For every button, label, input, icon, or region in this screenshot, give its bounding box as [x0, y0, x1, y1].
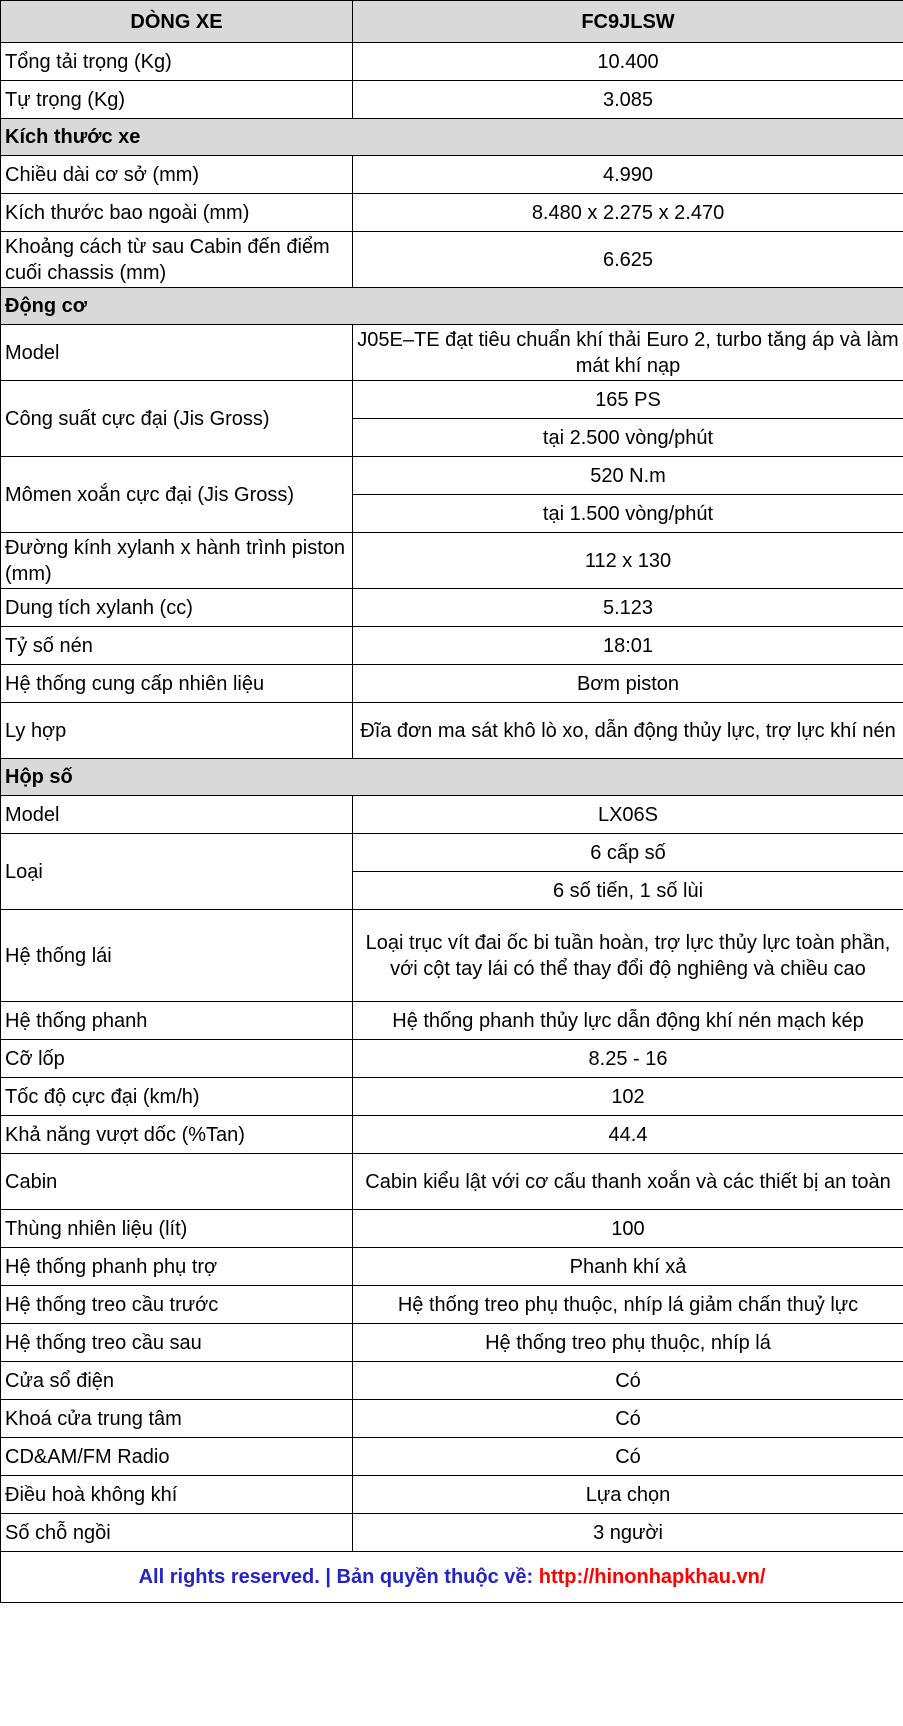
row-label: Đường kính xylanh x hành trình piston (mm): [1, 533, 353, 589]
copyright-text: All rights reserved. | Bản quyền thuộc về:: [138, 1566, 539, 1588]
table-row: [1, 232, 903, 288]
table-row: [1, 1154, 903, 1210]
row-label: Tổng tải trọng (Kg): [1, 43, 353, 81]
row-label: Dung tích xylanh (cc): [1, 589, 353, 627]
row-label: Kích thước bao ngoài (mm): [1, 194, 353, 232]
section-title: Hộp số: [1, 759, 903, 796]
row-label: Tự trọng (Kg): [1, 81, 353, 119]
row-label: Hệ thống phanh phụ trợ: [1, 1248, 353, 1286]
copyright-cell: [1, 1552, 903, 1603]
row-value: 8.480 x 2.275 x 2.470: [353, 194, 903, 232]
table-row: [1, 796, 903, 834]
row-value: Có: [353, 1400, 903, 1438]
table-row: [1, 1438, 903, 1476]
row-label: Model: [1, 796, 353, 834]
row-value: Phanh khí xả: [353, 1248, 903, 1286]
row-value: 112 x 130: [353, 533, 903, 589]
row-label: Khoá cửa trung tâm: [1, 1400, 353, 1438]
table-row: [1, 533, 903, 589]
row-value: 18:01: [353, 627, 903, 665]
row-value: 44.4: [353, 1116, 903, 1154]
table-row: [1, 834, 903, 872]
row-label: CD&AM/FM Radio: [1, 1438, 353, 1476]
table-row: [1, 156, 903, 194]
row-value: 520 N.m: [353, 457, 903, 495]
section-header: [1, 288, 903, 325]
row-value: tại 2.500 vòng/phút: [353, 419, 903, 457]
table-row: [1, 43, 903, 81]
row-value: 6 số tiến, 1 số lùi: [353, 872, 903, 910]
header-model-line: DÒNG XE: [1, 1, 353, 43]
row-label: Điều hoà không khí: [1, 1476, 353, 1514]
row-label: Ly hợp: [1, 703, 353, 759]
table-row: [1, 381, 903, 419]
row-value: LX06S: [353, 796, 903, 834]
row-value: J05E–TE đạt tiêu chuẩn khí thải Euro 2, turbo tăng áp và làm mát khí nạp: [353, 325, 903, 381]
row-label: Thùng nhiên liệu (lít): [1, 1210, 353, 1248]
table-row: [1, 325, 903, 381]
table-row: [1, 1116, 903, 1154]
row-label: Hệ thống treo cầu trước: [1, 1286, 353, 1324]
table-row: [1, 589, 903, 627]
header-model-code: FC9JLSW: [353, 1, 903, 43]
table-row: [1, 1324, 903, 1362]
row-label: Cỡ lốp: [1, 1040, 353, 1078]
table-row: [1, 1514, 903, 1552]
row-label: Chiều dài cơ sở (mm): [1, 156, 353, 194]
row-value: 102: [353, 1078, 903, 1116]
row-value: Loại trục vít đai ốc bi tuần hoàn, trợ lực thủy lực toàn phần, với cột tay lái có thể thay đổi độ nghiêng và chiều cao: [353, 910, 903, 1002]
table-row: [1, 1400, 903, 1438]
row-value: 6 cấp số: [353, 834, 903, 872]
table-row: [1, 1002, 903, 1040]
table-row: [1, 1210, 903, 1248]
row-value: 3 người: [353, 1514, 903, 1552]
table-row: [1, 627, 903, 665]
row-value: Đĩa đơn ma sát khô lò xo, dẫn động thủy lực, trợ lực khí nén: [353, 703, 903, 759]
table-row: [1, 703, 903, 759]
row-value: 6.625: [353, 232, 903, 288]
row-value: 165 PS: [353, 381, 903, 419]
row-label: Khả năng vượt dốc (%Tan): [1, 1116, 353, 1154]
row-label: Khoảng cách từ sau Cabin đến điểm cuối chassis (mm): [1, 232, 353, 288]
section-title: Kích thước xe: [1, 119, 903, 156]
row-value: Có: [353, 1362, 903, 1400]
row-value: 100: [353, 1210, 903, 1248]
row-value: 3.085: [353, 81, 903, 119]
row-value: Cabin kiểu lật với cơ cấu thanh xoắn và các thiết bị an toàn: [353, 1154, 903, 1210]
table-row: [1, 194, 903, 232]
table-row: [1, 457, 903, 495]
table-row: [1, 1476, 903, 1514]
row-label: Mômen xoắn cực đại (Jis Gross): [1, 457, 353, 533]
row-label: Hệ thống phanh: [1, 1002, 353, 1040]
row-value: Bơm piston: [353, 665, 903, 703]
row-label: Model: [1, 325, 353, 381]
row-value: Hệ thống treo phụ thuộc, nhíp lá giảm chấn thuỷ lực: [353, 1286, 903, 1324]
section-header: [1, 119, 903, 156]
row-label: Cửa sổ điện: [1, 1362, 353, 1400]
table-row: [1, 81, 903, 119]
row-label: Hệ thống treo cầu sau: [1, 1324, 353, 1362]
website-link[interactable]: http://hinonhapkhau.vn/: [538, 1566, 766, 1588]
row-value: Hệ thống phanh thủy lực dẫn động khí nén mạch kép: [353, 1002, 903, 1040]
row-label: Công suất cực đại (Jis Gross): [1, 381, 353, 457]
row-label: Số chỗ ngồi: [1, 1514, 353, 1552]
row-value: Lựa chọn: [353, 1476, 903, 1514]
table-header: [1, 1, 903, 43]
row-value: Có: [353, 1438, 903, 1476]
table-row: [1, 1040, 903, 1078]
row-label: Hệ thống lái: [1, 910, 353, 1002]
table-row: [1, 1248, 903, 1286]
table-row: [1, 910, 903, 1002]
row-value: 10.400: [353, 43, 903, 81]
table-row: [1, 1286, 903, 1324]
row-value: 8.25 - 16: [353, 1040, 903, 1078]
row-label: Loại: [1, 834, 353, 910]
row-label: Tốc độ cực đại (km/h): [1, 1078, 353, 1116]
row-value: 5.123: [353, 589, 903, 627]
copyright-footer: [1, 1552, 903, 1603]
section-title: Động cơ: [1, 288, 903, 325]
table-row: [1, 1078, 903, 1116]
row-value: Hệ thống treo phụ thuộc, nhíp lá: [353, 1324, 903, 1362]
row-label: Cabin: [1, 1154, 353, 1210]
row-label: Hệ thống cung cấp nhiên liệu: [1, 665, 353, 703]
row-label: Tỷ số nén: [1, 627, 353, 665]
table-row: [1, 1362, 903, 1400]
section-header: [1, 759, 903, 796]
row-value: tại 1.500 vòng/phút: [353, 495, 903, 533]
row-value: 4.990: [353, 156, 903, 194]
table-row: [1, 665, 903, 703]
